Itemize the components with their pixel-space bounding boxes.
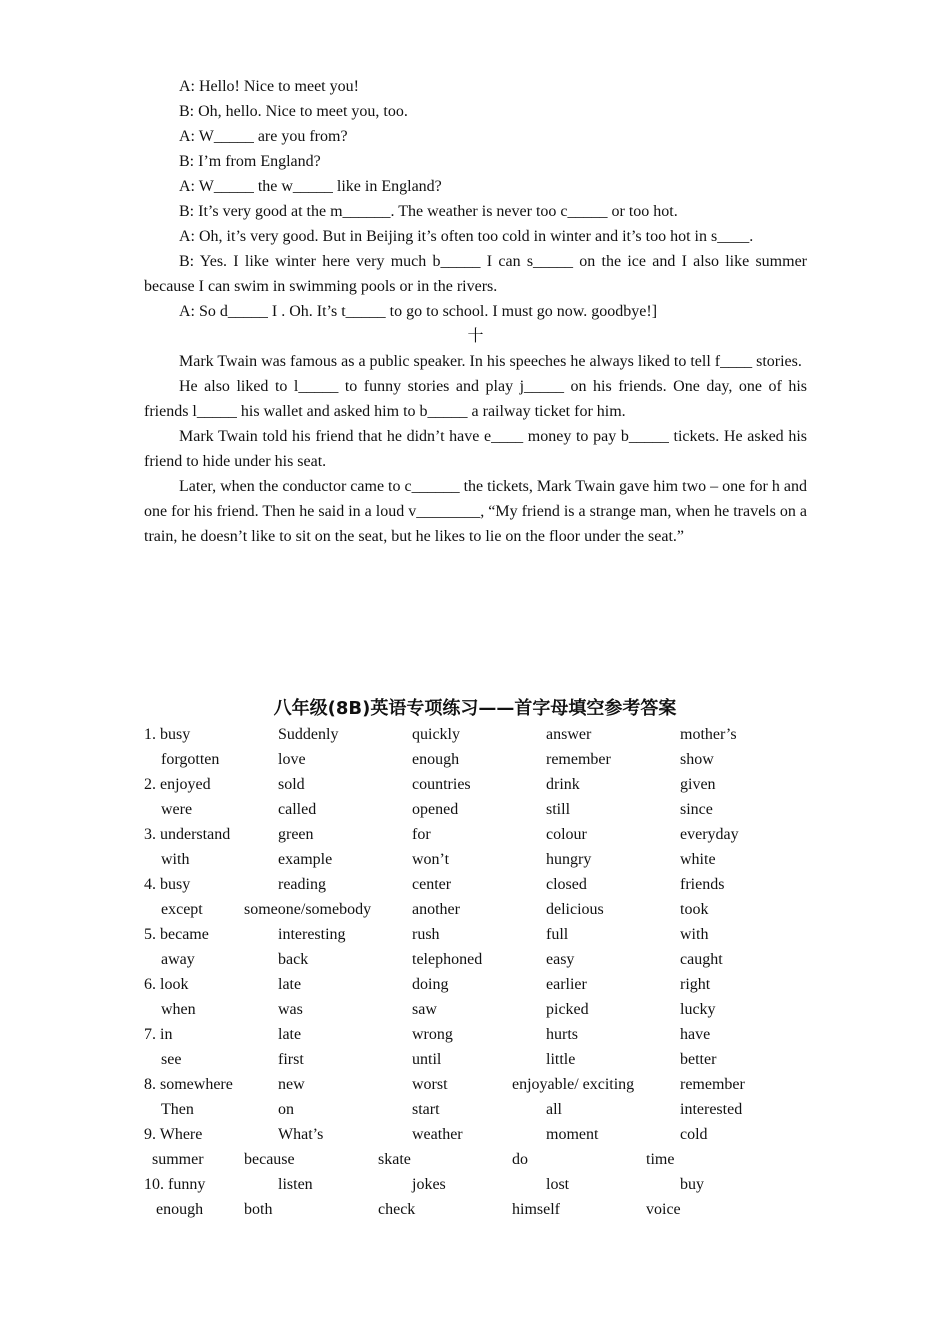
answer-cell: away: [161, 951, 195, 968]
dialogue-line: A: Oh, it’s very good. But in Beijing it’s often too cold in winter and it’s too hot in s____.: [179, 228, 754, 245]
answer-cell: late: [278, 1026, 302, 1043]
answer-cell: 9. Where: [144, 1126, 203, 1143]
answer-cell: white: [680, 851, 716, 868]
answer-row: [144, 847, 807, 872]
answer-cell: weather: [412, 1126, 463, 1143]
answer-cell: enough: [412, 751, 460, 768]
answer-cell: countries: [412, 776, 471, 793]
story-paragraph: Mark Twain was famous as a public speaker. In his speeches he always liked to tell f____ stories.: [179, 353, 802, 370]
answer-cell: all: [546, 1101, 562, 1118]
answer-cell: right: [680, 976, 711, 993]
answer-cell: quickly: [412, 726, 460, 743]
answer-cell: given: [680, 776, 716, 793]
answer-cell: start: [412, 1101, 440, 1118]
answer-cell: summer: [152, 1151, 204, 1168]
answer-cell: forgotten: [161, 751, 220, 768]
answer-cell: enjoyable/ exciting: [512, 1076, 635, 1093]
answer-cell: lucky: [680, 1001, 716, 1018]
answer-cell: interested: [680, 1101, 743, 1118]
answer-cell: still: [546, 801, 571, 818]
answer-cell: have: [680, 1026, 711, 1043]
answer-cell: except: [161, 901, 203, 918]
answer-cell: colour: [546, 826, 587, 843]
answer-cell: 2. enjoyed: [144, 776, 211, 793]
dialogue-line: B: It’s very good at the m______. The weather is never too c_____ or too hot.: [179, 203, 678, 220]
answer-cell: first: [278, 1051, 304, 1068]
story-paragraph: He also liked to l_____ to funny stories and play j_____ on his friends. One day, one of his friends l_____ his wallet and asked him to b_____ a railway ticket for him.: [144, 378, 807, 420]
answer-cell: cold: [680, 1126, 708, 1143]
answer-cell: 6. look: [144, 976, 189, 993]
answer-cell: earlier: [546, 976, 587, 993]
answer-row: [144, 1097, 807, 1122]
answer-cell: wrong: [412, 1026, 453, 1043]
answer-cell: little: [546, 1051, 576, 1068]
answer-cell: when: [161, 1001, 196, 1018]
answer-cell: drink: [546, 776, 580, 793]
answer-cell: since: [680, 801, 713, 818]
answer-cell: back: [278, 951, 309, 968]
answer-cell: opened: [412, 801, 459, 818]
section-mark: 十: [467, 328, 484, 345]
answer-cell: took: [680, 901, 709, 918]
answer-cell: himself: [512, 1201, 560, 1218]
answer-cell: both: [244, 1201, 273, 1218]
answer-cell: answer: [546, 726, 592, 743]
answer-cell: saw: [412, 1001, 437, 1018]
answer-cell: with: [680, 926, 709, 943]
dialogue-wrapped-section: [144, 249, 807, 349]
answer-cell: jokes: [412, 1176, 446, 1193]
answer-cell: hungry: [546, 851, 592, 868]
answer-row: [144, 972, 807, 997]
answer-cell: 10. funny: [144, 1176, 206, 1193]
answer-cell: enough: [156, 1201, 204, 1218]
answer-cell: for: [412, 826, 431, 843]
answer-cell: see: [161, 1051, 182, 1068]
answer-cell: do: [512, 1151, 528, 1168]
answer-cell: mother’s: [680, 726, 737, 743]
answer-cell: called: [278, 801, 317, 818]
answer-cell: worst: [412, 1076, 448, 1093]
answer-row: [144, 872, 807, 897]
answer-cell: center: [412, 876, 452, 893]
dialogue-section: [144, 74, 807, 249]
answer-cell: someone/somebody: [244, 901, 372, 918]
answer-cell: until: [412, 1051, 442, 1068]
dialogue-line: A: W_____ the w_____ like in England?: [179, 178, 442, 195]
answer-cell: What’s: [278, 1126, 324, 1143]
answer-row: [144, 722, 807, 747]
answer-cell: picked: [546, 1001, 589, 1018]
answer-row: [144, 997, 807, 1022]
answer-cell: love: [278, 751, 306, 768]
answer-cell: 3. understand: [144, 826, 231, 843]
answer-row: [144, 1022, 807, 1047]
answer-cell: moment: [546, 1126, 599, 1143]
answer-cell: remember: [680, 1076, 745, 1093]
answer-cell: won’t: [412, 851, 450, 868]
answer-cell: because: [244, 1151, 295, 1168]
answer-cell: 1. busy: [144, 726, 191, 743]
answer-cell: lost: [546, 1176, 570, 1193]
answer-cell: late: [278, 976, 302, 993]
answer-row: [144, 922, 807, 947]
answer-cell: were: [161, 801, 193, 818]
answer-cell: rush: [412, 926, 440, 943]
dialogue-line: B: I’m from England?: [179, 153, 321, 170]
answer-cell: check: [378, 1201, 416, 1218]
answer-cell: time: [646, 1151, 675, 1168]
answer-row: [144, 1072, 807, 1097]
answer-cell: interesting: [278, 926, 346, 943]
story-paragraph: Later, when the conductor came to c______ the tickets, Mark Twain gave him two – one for h and one for his friend. Then he said in a loud v________, “My friend is a strange man, when he travels on a train, he doesn’t like to sit on the seat, but he likes to lie on the floor under the seat.”: [144, 478, 807, 545]
answers-table: [144, 722, 807, 1222]
dialogue-line: B: Oh, hello. Nice to meet you, too.: [179, 103, 408, 120]
answer-cell: reading: [278, 876, 326, 893]
answer-row: [144, 822, 807, 847]
answer-cell: with: [161, 851, 190, 868]
answer-cell: remember: [546, 751, 611, 768]
answer-cell: 7. in: [144, 1026, 173, 1043]
answer-cell: listen: [278, 1176, 313, 1193]
story-paragraph: Mark Twain told his friend that he didn’t have e____ money to pay b_____ tickets. He asked his friend to hide under his seat.: [144, 428, 807, 470]
answer-cell: voice: [646, 1201, 681, 1218]
answer-cell: skate: [378, 1151, 411, 1168]
answer-cell: another: [412, 901, 460, 918]
answer-cell: doing: [412, 976, 449, 993]
answer-cell: was: [278, 1001, 303, 1018]
answer-cell: Then: [161, 1101, 194, 1118]
answer-row: [144, 1122, 807, 1147]
answer-cell: on: [278, 1101, 294, 1118]
answer-row: [144, 747, 807, 772]
story-section: [144, 349, 807, 549]
answer-row: [144, 947, 807, 972]
answer-row: [144, 1197, 807, 1222]
dialogue-wrapped-line: B: Yes. I like winter here very much b_____ I can s_____ on the ice and I also like summer because I can swim in swimming pools or in the rivers.: [144, 253, 807, 295]
answer-cell: green: [278, 826, 314, 843]
answer-cell: full: [546, 926, 569, 943]
answer-cell: Suddenly: [278, 726, 339, 743]
answer-cell: caught: [680, 951, 723, 968]
dialogue-last-line: A: So d_____ I . Oh. It’s t_____ to go to school. I must go now. goodbye!]: [179, 303, 658, 320]
answer-row: [144, 897, 807, 922]
answer-cell: 8. somewhere: [144, 1076, 233, 1093]
answer-row: [144, 1047, 807, 1072]
answer-row: [144, 1172, 807, 1197]
answer-cell: telephoned: [412, 951, 483, 968]
answer-cell: 4. busy: [144, 876, 191, 893]
answer-cell: closed: [546, 876, 587, 893]
answer-cell: new: [278, 1076, 305, 1093]
answer-cell: buy: [680, 1176, 704, 1193]
dialogue-line: A: Hello! Nice to meet you!: [179, 78, 359, 95]
answer-cell: easy: [546, 951, 575, 968]
answer-cell: example: [278, 851, 333, 868]
answers-title: 八年级(8B)英语专项练习——首字母填空参考答案: [273, 698, 677, 719]
answer-cell: sold: [278, 776, 305, 793]
dialogue-line: A: W_____ are you from?: [179, 128, 348, 145]
answer-cell: 5. became: [144, 926, 209, 943]
answer-cell: hurts: [546, 1026, 578, 1043]
answer-cell: show: [680, 751, 714, 768]
answer-row: [144, 1147, 807, 1172]
answer-cell: friends: [680, 876, 725, 893]
answer-cell: delicious: [546, 901, 604, 918]
answer-row: [144, 772, 807, 797]
answer-cell: better: [680, 1051, 717, 1068]
answer-cell: everyday: [680, 826, 739, 843]
answer-row: [144, 797, 807, 822]
